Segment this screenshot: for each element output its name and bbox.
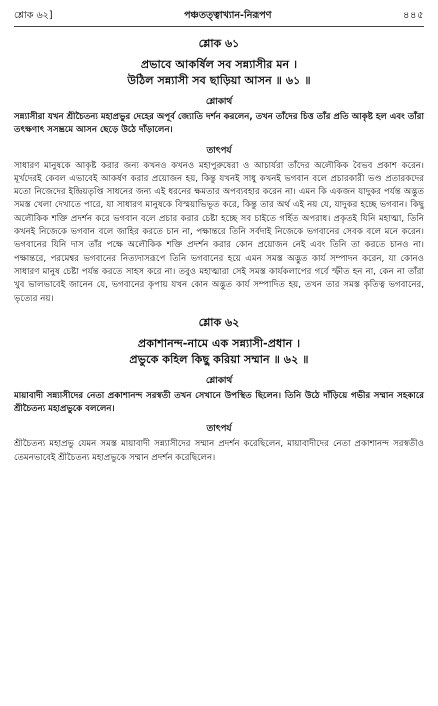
- verse-61-line-2: উঠিল সন্ন্যাসী সব ছাড়িয়া আসন ॥ ৬১ ॥: [127, 74, 311, 87]
- verse-61-translation-heading: শ্লোকার্থ: [205, 97, 233, 107]
- document-page: [14, 8, 424, 465]
- page-number: ৪৪৫: [403, 10, 424, 21]
- verse-61-block: [14, 35, 424, 306]
- verse-61-purport-heading: তাৎপর্য: [206, 145, 232, 156]
- verse-62-translation: মায়াবাদী সন্ন্যাসীদের নেতা প্রকাশানন্দ সরস্বতী তখন সেখানে উপস্থিত ছিলেন। তিনি উঠে দাঁড়িয়ে গভীর সম্মান সহকারে শ্রীচৈতন্য মহাপ্রভুকে বললেন।: [14, 390, 424, 415]
- verse-61-purport: সাধারণ মানুষকে আকৃষ্ট করার জন্য কখনও কখনও মহাপুরুষেরা ও আচার্যরা তাঁদের অলৌকিক বৈভব প্রকাশ করেন। মূর্খদেরই কেবল এভাবেই আকর্ষণ করার প্রয়োজন হয়, কিন্তু যখনই সাধু কখনই ভগবান বলে প্রচারকারী ভণ্ড প্রতারকদের মতো নিজেদের ইন্দ্রিয়তৃপ্তি সাধনের জন্য এই ধরনের ক্ষমতার অপব্যবহার করেন না। এমন কি একজন যাদুকর পর্যন্ত অদ্ভুত সমস্ত খেলা দেখাতে পারে, যা সাধারণ মানুষকে বিস্ময়াভিভূত করে, কিন্তু তার অর্থ এই নয় যে, যাদুকর হচ্ছে ভগবান। কিছু অলৌকিক শক্তি প্রদর্শন করে ভগবান বলে প্রচার করার চেষ্টা হচ্ছে সব চাইতে গর্হিত অপরাধ। প্রকৃতই যিনি মহাত্মা, তিনি কখনই নিজেকে ভগবান বলে জাহির করতে চান না, পক্ষান্তরে তিনি সর্বদাই নিজেকে ভগবানের সেবক বলে মনে করেন। ভগবানের যিনি দাস তাঁর পক্ষে অলৌকিক শক্তি প্রদর্শন করার কোন প্রয়োজন নেই এবং তিনি তা করতে চানও না। পক্ষান্তরে, পরমেশ্বর ভগবানের নিত্যদাসরূপে তিনি ভগবানের হয়ে এমন সমস্ত অদ্ভুত কার্য সম্পাদন করেন, যা কোনও সাধারণ মানুষ চেষ্টা পর্যন্ত করতে সাহস করে না। তবুও মহাত্মারা সেই সমস্ত কার্যকলাপের গর্বে স্ফীত হন না, কেন না তাঁরা খুব ভালভাবেই জানেন যে, ভগবানের কৃপায় যখন কোন অদ্ভুত কার্য সম্পাদিত হয়, তখন তার সমস্ত কৃতিত্ব ভগবানের, ভৃত্যের নয়।: [14, 160, 424, 304]
- verse-62-block: [14, 314, 424, 465]
- verse-62-purport: শ্রীচৈতন্য মহাপ্রভু যেমন সমস্ত মায়াবাদী সন্ন্যাসীদের সম্মান প্রদর্শন করেছিলেন, মায়াবাদীদের নেতা প্রকাশানন্দ সরস্বতীও তেমনভাবেই শ্রীচৈতন্য মহাপ্রভুকে সম্মান প্রদর্শন করেছিলেন।: [14, 439, 424, 463]
- verse-62-number: শ্লোক ৬২: [198, 315, 240, 329]
- verse-62-translation-heading: শ্লোকার্থ: [205, 375, 233, 386]
- header-verse-ref: শ্লোক ৬২]: [14, 10, 53, 21]
- verse-61-number: শ্লোক ৬১: [198, 37, 240, 50]
- verse-62-line-2: প্রভুকে কহিল কিছু করিয়া সম্মান ॥ ৬২ ॥: [129, 352, 309, 366]
- verse-61-line-1: প্রভাবে আকর্ষিল সব সন্ন্যাসীর মন ।: [140, 58, 298, 71]
- running-header: [14, 8, 424, 27]
- verse-62-purport-heading: তাৎপর্য: [206, 424, 232, 435]
- verse-61-translation: সন্ন্যাসীরা যখন শ্রীচৈতন্য মহাপ্রভুর দেহের অপূর্ব জ্যোতি দর্শন করলেন, তখন তাঁদের চিত্ত তাঁর প্রতি আকৃষ্ট হল এবং তাঁরা তৎক্ষণাৎ সসম্ভ্রমে আসন ছেড়ে উঠে দাঁড়ালেন।: [14, 112, 424, 136]
- header-chapter-title: পঞ্চতত্ত্বাখ্যান-নিরূপণ: [184, 10, 272, 21]
- verse-62-line-1: প্রকাশানন্দ-নামে এক সন্ন্যাসী-প্রধান ।: [137, 336, 301, 350]
